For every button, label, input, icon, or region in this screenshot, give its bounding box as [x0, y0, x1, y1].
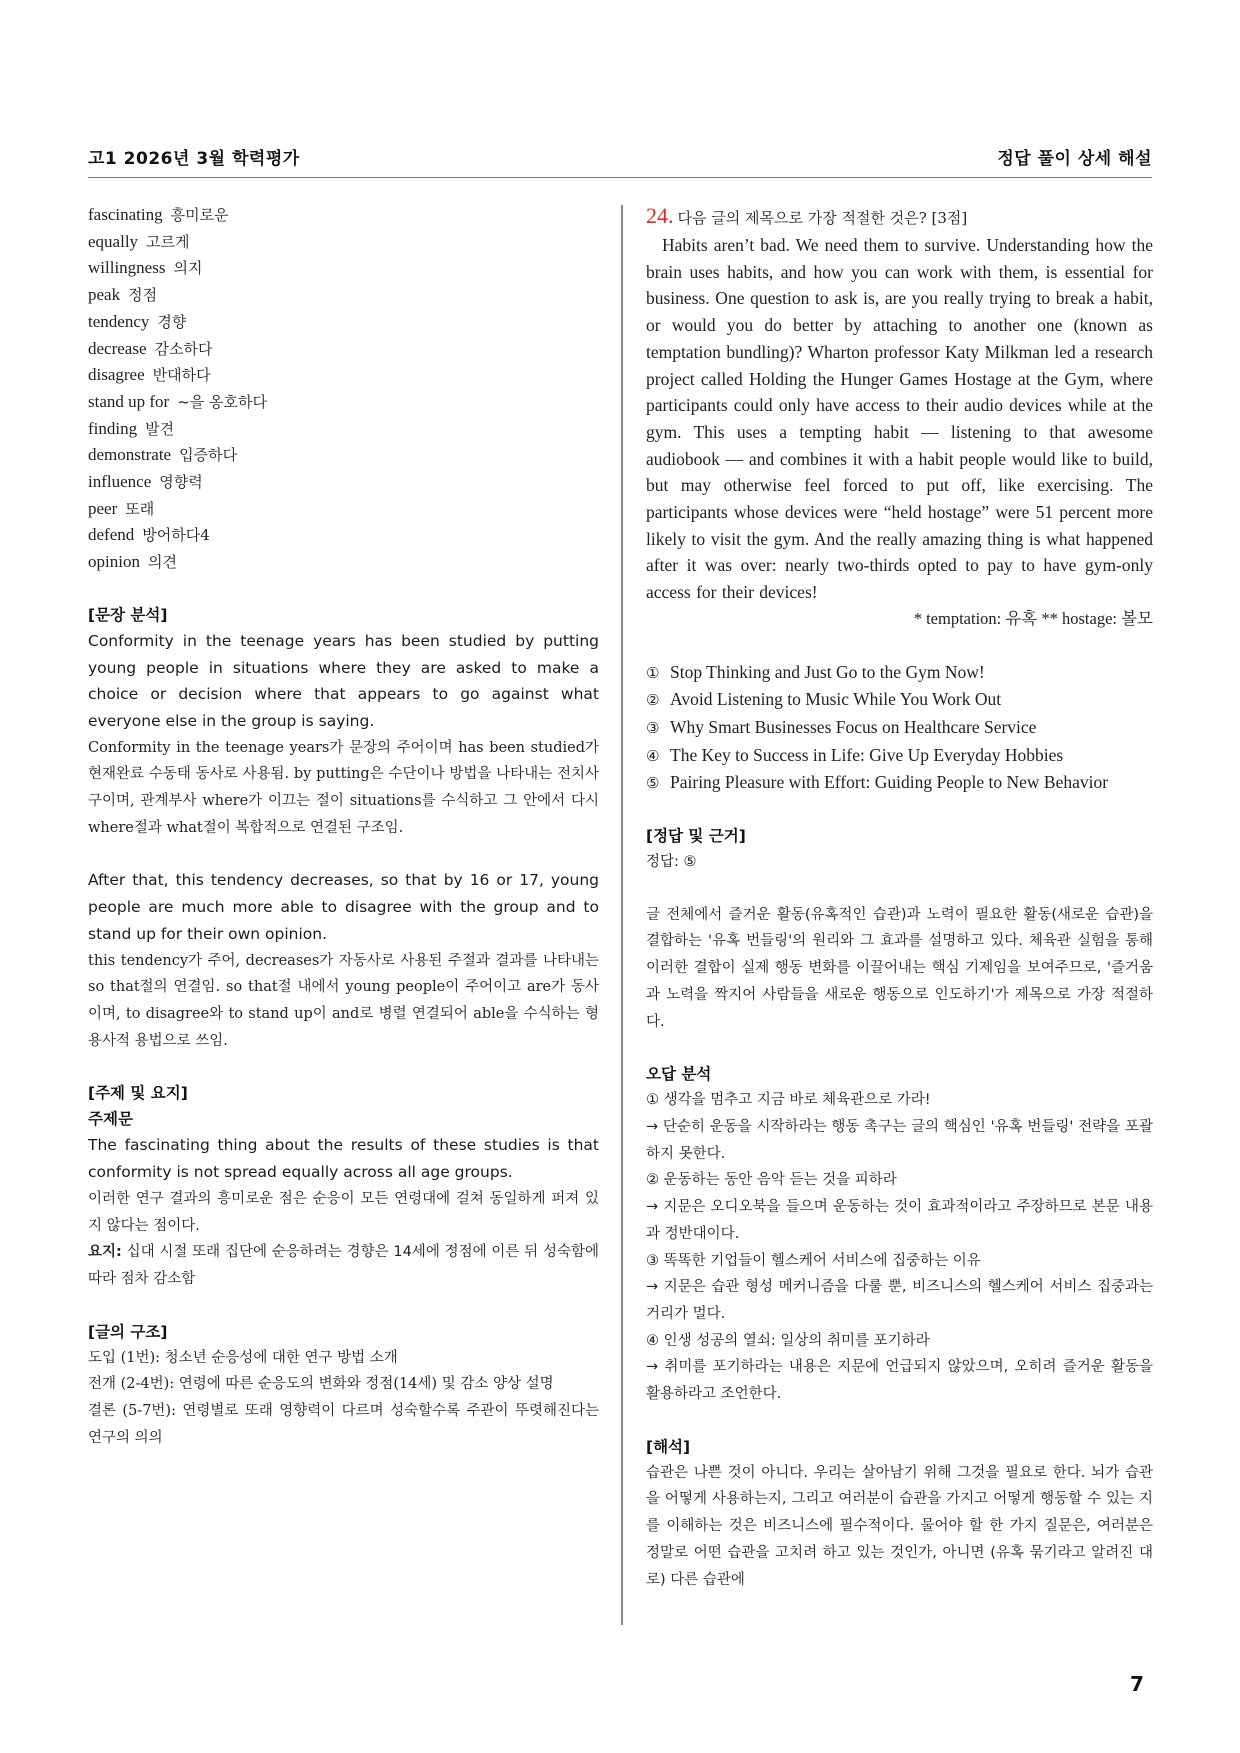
wrong-reason: → 취미를 포기하라는 내용은 지문에 언급되지 않았으며, 오히려 즐거운 활동을 활용하라고 조언한다.: [646, 1359, 1153, 1403]
structure-item: 도입 (1번): 청소년 순응성에 대한 연구 방법 소개: [88, 1349, 398, 1366]
vocab-item: influence 영향력: [88, 472, 203, 492]
page-header: [88, 142, 1152, 178]
sentence-analysis-section: [88, 602, 599, 1055]
wrong-choice: ④ 인생 성공의 열쇠: 일상의 취미를 포기하라: [646, 1332, 930, 1349]
vocab-item: demonstrate 입증하다: [88, 445, 238, 465]
column-divider: [621, 205, 623, 1625]
section-title: 정답 풀이 상세 해설: [997, 149, 1152, 169]
wrong-choice: ① 생각을 멈추고 지금 바로 체육관으로 가라!: [646, 1092, 931, 1109]
vocab-item: willingness 의지: [88, 258, 203, 278]
gist-text: 십대 시절 또래 집단에 순응하려는 경향은 14세에 정점에 이른 뒤 성숙함에 따라 점차 감소함: [88, 1244, 599, 1287]
structure-item: 결론 (5-7번): 연령별로 또래 영향력이 다르며 성숙할수록 주관이 뚜렷해진다는 연구의 의의: [88, 1403, 599, 1446]
translation-heading: [해석]: [646, 1437, 691, 1456]
structure-section: [88, 1319, 599, 1452]
structure-heading: [글의 구조]: [88, 1322, 168, 1341]
question-number: 24.: [646, 203, 674, 228]
translation-section: [646, 1434, 1153, 1594]
wrong-choice: ② 운동하는 동안 음악 듣는 것을 피하라: [646, 1172, 897, 1189]
vocab-item: decrease 감소하다: [88, 338, 213, 358]
choice-4: ④ The Key to Success in Life: Give Up Everyday Hobbies: [646, 744, 1064, 765]
analysis-explanation-2: this tendency가 주어, decreases가 자동사로 사용된 주절과 결과를 나타내는 so that절의 연결임. so that절 내에서 young people이 주어이고 are가 동사이며, to disagree와 to stand up이 and로 병렬 연결되어 able을 수식하는 형용사적 용법으로 쓰임.: [88, 952, 599, 1049]
vocab-item: peer 또래: [88, 498, 155, 518]
theme-gist-section: [88, 1080, 599, 1292]
vocab-item: disagree 반대하다: [88, 365, 211, 385]
answer-basis-heading: [정답 및 근거]: [646, 827, 746, 846]
answer-explanation: 글 전체에서 즐거운 활동(유혹적인 습관)과 노력이 필요한 활동(새로운 습관)을 결합하는 '유혹 번들링'의 원리와 그 효과를 설명하고 있다. 체육관 실험을 통해 이러한 결합이 실제 행동 변화를 이끌어내는 핵심 기제임을 보여주므로, '즐거움과 노력을 짝지어 사람들을 새로운 행동으로 인도하기'가 제목으로 가장 적절하다.: [646, 906, 1153, 1030]
theme-gist-heading: [주제 및 요지]: [88, 1084, 188, 1103]
analysis-sentence-2: After that, this tendency decreases, so that by 16 or 17, young people are much more able to disagree with the group and to stand up for their own opinion.: [88, 871, 599, 943]
vocab-item: defend 방어하다4: [88, 525, 210, 545]
exam-title: 고1 2026년 3월 학력평가: [88, 149, 300, 169]
question-header: [646, 202, 1153, 232]
vocab-item: peak 정점: [88, 285, 158, 305]
vocab-item: opinion 의견: [88, 552, 177, 572]
topic-sentence-english: The fascinating thing about the results of these studies is that conformity is not spread equally across all age groups.: [88, 1136, 599, 1182]
reading-passage: Habits aren’t bad. We need them to survive. Understanding how the brain uses habits, and how you can work with them, is essential for business. One question to ask is, are you really trying to break a habit, or would you do better by attaching to another one (known as temptation bundling)? Wharton professor Katy Milkman led a research project called Holding the Hunger Games Hostage at the Gym, where participants could only have access to their audio devices while at the gym. This uses a tempting habit — listening to that awesome audiobook — and combines it with a habit people would like to build, but may otherwise feel forced to put off, like exercising. The participants whose devices were “held hostage” were 51 percent more likely to visit the gym. And the really amazing thing is what happened after it was over: nearly two-thirds opted to pay to have gym-only access for their devices!: [646, 235, 1153, 603]
vocab-item: fascinating 흥미로운: [88, 205, 229, 224]
wrong-reason: → 단순히 운동을 시작하라는 행동 촉구는 글의 핵심인 '유혹 번들링' 전략을 포괄하지 못한다.: [646, 1118, 1153, 1162]
vocab-item: finding 발견: [88, 418, 175, 438]
left-column: [88, 202, 599, 1451]
analysis-explanation-1: Conformity in the teenage years가 문장의 주어이며 has been studied가 현재완료 수동태 동사로 사용됨. by putting은 수단이나 방법을 나타내는 전치사구이며, 관계부사 where가 이끄는 절이 situations를 수식하고 그 안에서 다시 where절과 what절이 복합적으로 연결된 구조임.: [88, 739, 599, 836]
topic-sentence-korean: 이러한 연구 결과의 흥미로운 점은 순응이 모든 연령대에 걸쳐 동일하게 퍼져 있지 않다는 점이다.: [88, 1190, 599, 1234]
vocabulary-list: [88, 202, 599, 576]
wrong-reason: → 지문은 습관 형성 메커니즘을 다룰 뿐, 비즈니스의 헬스케어 서비스 집중과는 거리가 멀다.: [646, 1279, 1153, 1322]
passage-footnote: * temptation: 유혹 ** hostage: 볼모: [913, 608, 1153, 628]
analysis-sentence-1: Conformity in the teenage years has been studied by putting young people in situations where they are asked to make a choice or decision where that appears to go against what everyone else in the group is saying.: [88, 631, 599, 730]
wrong-choice: ③ 똑똑한 기업들이 헬스케어 서비스에 집중하는 이유: [646, 1252, 981, 1269]
right-column: [646, 202, 1153, 1593]
choice-1: ① Stop Thinking and Just Go to the Gym Now!: [646, 661, 985, 682]
wrong-reason: → 지문은 오디오북을 들으며 운동하는 것이 효과적이라고 주장하므로 본문 내용과 정반대이다.: [646, 1199, 1153, 1242]
sentence-analysis-heading: [문장 분석]: [88, 605, 168, 624]
choice-5: ⑤ Pairing Pleasure with Effort: Guiding People to New Behavior: [646, 772, 1109, 793]
answer-choices: [646, 659, 1153, 798]
vocab-item: tendency 경향: [88, 311, 187, 331]
choice-2: ② Avoid Listening to Music While You Work Out: [646, 689, 1002, 710]
topic-sentence-label: 주제문: [88, 1110, 133, 1129]
answer-basis-section: [646, 823, 1153, 1035]
correct-answer: 정답: ⑤: [646, 854, 697, 871]
choice-3: ③ Why Smart Businesses Focus on Healthcare Service: [646, 716, 1037, 737]
question-prompt: 다음 글의 제목으로 가장 적절한 것은? [3점]: [677, 209, 968, 227]
wrong-answer-heading: 오답 분석: [646, 1065, 712, 1084]
vocab-item: stand up for ~을 옹호하다: [88, 391, 268, 411]
gist-label: 요지:: [88, 1244, 122, 1261]
vocab-item: equally 고르게: [88, 231, 190, 251]
gist: [88, 1239, 599, 1292]
page-number: 7: [1130, 1672, 1144, 1696]
structure-item: 전개 (2-4번): 연령에 따른 순응도의 변화와 정점(14세) 및 감소 양상 설명: [88, 1376, 554, 1393]
wrong-answer-section: [646, 1061, 1153, 1407]
translation-text: 습관은 나쁜 것이 아니다. 우리는 살아남기 위해 그것을 필요로 한다. 뇌가 습관을 어떻게 사용하는지, 그리고 여러분이 습관을 가지고 어떻게 행동할 수 있는 지를 이해하는 것은 비즈니스에 필수적이다. 물어야 할 한 가지 질문은, 여러분은 정말로 어떤 습관을 고치려 하고 있는 것인가, 아니면 (유혹 묶기라고 알려진 대로) 다른 습관에: [646, 1464, 1153, 1588]
